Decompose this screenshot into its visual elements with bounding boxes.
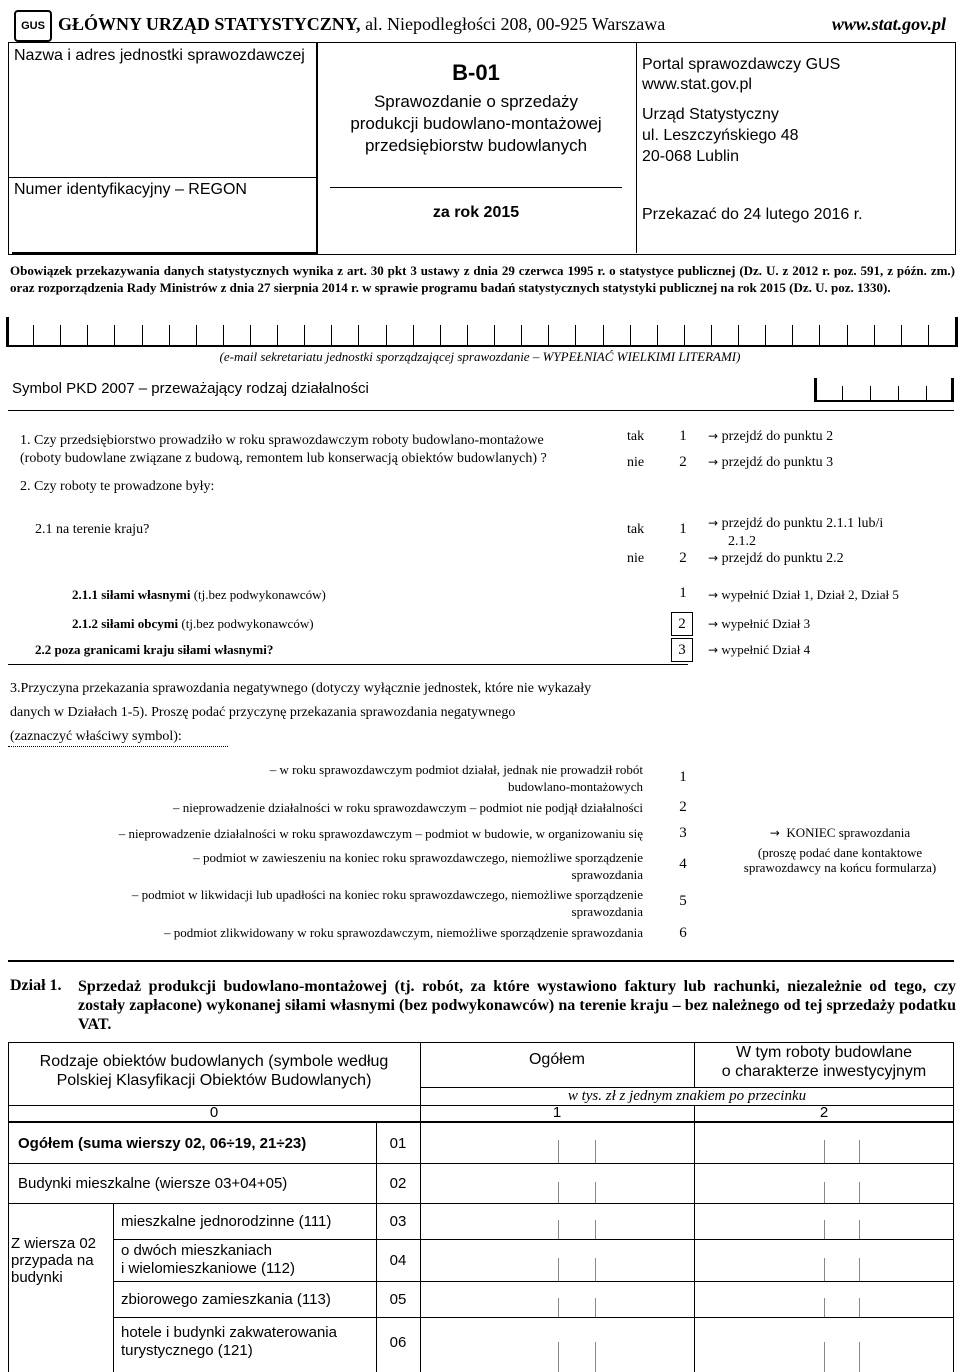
q211-code[interactable]: 1 — [679, 585, 687, 601]
group-label-line: Z wiersza 02 — [11, 1235, 97, 1252]
form-title-line: produkcji budowlano-montażowej — [350, 114, 602, 133]
reason-text: sprawozdania — [571, 867, 643, 882]
goto-text: wypełnić Dział 3 — [721, 616, 811, 631]
email-char-tick — [358, 325, 359, 346]
pkd-tick — [951, 378, 954, 401]
cell-tick — [558, 1258, 559, 1281]
goto-text: przejdź do punktu 3 — [721, 455, 834, 470]
office-name: Urząd Statystyczny — [642, 106, 779, 123]
email-char-tick — [684, 325, 685, 346]
pkd-baseline — [814, 400, 954, 402]
separator — [8, 960, 954, 962]
cell-tick — [859, 1342, 860, 1372]
cell-tick — [595, 1140, 596, 1163]
question-text: 2.1.1 siłami własnymi — [72, 587, 191, 602]
form-title — [316, 91, 636, 157]
divider — [8, 177, 316, 178]
q1-no-label: nie — [627, 455, 645, 470]
q1-yes-goto — [708, 429, 833, 445]
row-06-label — [121, 1324, 337, 1360]
header-institution — [58, 14, 665, 35]
email-char-tick — [711, 325, 712, 346]
question-2-2: 2.2 poza granicami kraju siłami własnymi? — [35, 642, 274, 657]
email-field[interactable] — [6, 317, 958, 347]
q22-code[interactable]: 3 — [671, 638, 693, 662]
separator — [8, 410, 954, 411]
pkd-tick — [814, 378, 817, 401]
cell-tick — [824, 1258, 825, 1281]
q211-goto — [708, 587, 899, 603]
separator — [8, 746, 228, 747]
email-char-tick — [575, 325, 576, 346]
end-report-note — [730, 825, 950, 875]
row-06-code: 06 — [389, 1334, 407, 1351]
row-label-line: hotele i budynki zakwaterowania — [121, 1324, 337, 1341]
col-number-1: 1 — [552, 1104, 562, 1121]
email-char-tick — [467, 325, 468, 346]
email-char-tick — [87, 325, 88, 346]
question-3-line: 3.Przyczyna przekazania sprawozdania negatywnego (dotyczy wyłącznie jednostek, które nie wykazały — [10, 681, 592, 696]
email-char-tick — [196, 325, 197, 346]
q21-no-goto — [708, 551, 844, 567]
header-website[interactable]: www.stat.gov.pl — [831, 14, 946, 34]
q1-yes-code[interactable]: 1 — [679, 428, 687, 444]
q212-code[interactable]: 2 — [671, 612, 693, 636]
row-label-line: i wielomieszkaniowe (112) — [121, 1260, 295, 1277]
regon-field[interactable] — [12, 204, 312, 248]
email-char-tick — [955, 317, 958, 346]
goto-text: wypełnić Dział 1, Dział 2, Dział 5 — [721, 587, 899, 602]
end-text: sprawozdawcy na końcu formularza) — [743, 860, 937, 875]
email-char-tick — [928, 325, 929, 346]
goto-text: wypełnić Dział 4 — [721, 642, 811, 657]
goto-text: przejdź do punktu 2.2 — [721, 551, 844, 566]
cell-tick — [859, 1182, 860, 1203]
row-02-code: 02 — [389, 1175, 407, 1192]
email-char-tick — [169, 325, 170, 346]
row-03-label: mieszkalne jednorodzinne (111) — [121, 1213, 332, 1230]
cell-tick — [595, 1182, 596, 1203]
pkd-tick — [926, 386, 927, 401]
col1-header: Ogółem — [528, 1051, 586, 1068]
form-title-line: przedsiębiorstw budowlanych — [364, 136, 588, 155]
row-01-code: 01 — [389, 1135, 407, 1152]
office-city: 20-068 Lublin — [642, 148, 739, 165]
institution-address: al. Niepodległości 208, 00-925 Warszawa — [360, 14, 666, 34]
goto-text: 2.1.2 — [728, 534, 756, 549]
question-text: 2.1.2 siłami obcymi — [72, 616, 179, 631]
question-3-line: (zaznaczyć właściwy symbol): — [10, 729, 182, 744]
email-char-tick — [6, 317, 9, 346]
recipient-info — [642, 55, 840, 95]
table-grid — [113, 1203, 114, 1372]
reason-5 — [0, 886, 643, 920]
portal-url[interactable]: www.stat.gov.pl — [642, 76, 752, 93]
email-char-tick — [548, 325, 549, 346]
email-char-tick — [60, 325, 61, 346]
cell-tick — [824, 1182, 825, 1203]
col-number-0: 0 — [209, 1104, 219, 1121]
email-char-tick — [819, 325, 820, 346]
email-char-tick — [223, 325, 224, 346]
cell-tick — [558, 1342, 559, 1372]
institution-name: GŁÓWNY URZĄD STATYSTYCZNY, — [58, 14, 361, 34]
arrow-right-icon: → — [708, 455, 719, 469]
email-char-tick — [521, 325, 522, 346]
cell-tick — [824, 1342, 825, 1372]
row-label-line: turystycznego (121) — [121, 1342, 253, 1359]
cell-tick — [824, 1140, 825, 1163]
shadow-bottom — [12, 252, 318, 255]
unit-note: w tys. zł z jednym znakiem po przecinku — [567, 1088, 807, 1104]
question-2: 2. Czy roboty te prowadzone były: — [20, 479, 215, 494]
arrow-right-icon: → — [708, 429, 719, 443]
email-char-tick — [304, 325, 305, 346]
q212-goto — [708, 616, 810, 632]
cell-tick — [859, 1140, 860, 1163]
group-label-line: budynki — [11, 1269, 63, 1286]
header-text: o charakterze inwestycyjnym — [721, 1063, 927, 1080]
respondent-name-label: Nazwa i adres jednostki sprawozdawczej — [14, 47, 305, 64]
email-char-tick — [331, 325, 332, 346]
email-char-tick — [738, 325, 739, 346]
gus-logo — [14, 10, 52, 42]
reason-6-code[interactable]: 6 — [679, 925, 687, 941]
email-char-tick — [33, 325, 34, 346]
question-3 — [10, 677, 591, 749]
group-label — [11, 1235, 96, 1286]
email-char-tick — [494, 325, 495, 346]
question-1-line: (roboty budowlane związane z budową, remontem lub konserwacją obiektów budowlanych) ? — [20, 451, 547, 466]
question-2-1-1 — [72, 587, 326, 603]
col2-header — [694, 1043, 954, 1081]
reason-3: – nieprowadzenie działalności w roku sprawozdawczym – podmiot w budowie, w organizowaniu się — [118, 826, 643, 841]
portal-name: Portal sprawozdawczy GUS — [642, 56, 841, 73]
end-text: KONIEC sprawozdania — [786, 825, 911, 840]
logo-text: GUS — [21, 20, 45, 32]
section-1-label: Dział 1. — [10, 977, 62, 994]
section-1-table — [8, 1042, 954, 1372]
question-1 — [20, 432, 547, 468]
email-char-tick — [603, 325, 604, 346]
question-3-line: danych w Działach 1-5). Proszę podać przyczynę przekazania sprawozdania negatywnego — [10, 705, 516, 720]
email-char-tick — [847, 325, 848, 346]
cell-tick — [558, 1140, 559, 1163]
legal-note: Obowiązek przekazywania danych statystycznych wynika z art. 30 pkt 3 ustawy z dnia 29 czerwca 1995 r. o statystyce publicznej (Dz. U. z 2012 r. poz. 591, z późn. zm.) oraz rozporządzenia Rady Ministrów z dnia 27 sierpnia 2014 r. w sprawie programu badań statystycznych statystyki publicznej na rok 2015 (Dz. U. poz. 1330). — [10, 263, 955, 295]
arrow-right-icon: → — [708, 617, 719, 631]
email-baseline — [6, 345, 958, 347]
goto-text: przejdź do punktu 2 — [721, 429, 834, 444]
arrow-right-icon: → — [708, 551, 719, 565]
divider — [636, 42, 637, 253]
reason-1-code[interactable]: 1 — [679, 769, 687, 785]
q21-yes-label: tak — [627, 522, 645, 537]
reason-3-code[interactable]: 3 — [679, 825, 687, 841]
end-text: (proszę podać dane kontaktowe — [757, 845, 923, 860]
reason-text: sprawozdania — [571, 904, 643, 919]
reason-5-code[interactable]: 5 — [679, 893, 687, 909]
cell-tick — [824, 1298, 825, 1317]
question-2-1-2 — [72, 616, 314, 632]
form-code: B-01 — [452, 60, 500, 85]
cell-tick — [595, 1220, 596, 1239]
header-text: Rodzaje obiektów budowlanych (symbole według — [39, 1053, 389, 1070]
q21-no-label: nie — [627, 551, 645, 566]
q21-yes-goto — [708, 514, 883, 551]
pkd-tick — [870, 386, 871, 401]
q22-goto — [708, 642, 810, 658]
arrow-right-icon: → — [708, 516, 719, 530]
reason-text: budowlano-montażowych — [507, 779, 643, 794]
reason-text: – podmiot w zawieszeniu na koniec roku sprawozdawczego, niemożliwe sporządzenie — [193, 850, 643, 865]
email-char-tick — [413, 325, 414, 346]
form-title-line: Sprawozdanie o sprzedaży — [373, 92, 579, 111]
cell-tick — [859, 1298, 860, 1317]
cell-tick — [595, 1298, 596, 1317]
reason-2-code[interactable]: 2 — [679, 799, 687, 815]
row-05-code: 05 — [389, 1291, 407, 1308]
office-street: ul. Leszczyńskiego 48 — [642, 127, 799, 144]
reason-4 — [0, 849, 643, 883]
q1-no-code[interactable]: 2 — [679, 454, 687, 470]
cell-tick — [558, 1220, 559, 1239]
separator — [8, 664, 688, 665]
row-03-code: 03 — [389, 1213, 407, 1230]
row-01-label: Ogółem (suma wierszy 02, 06÷19, 21÷23) — [18, 1135, 307, 1152]
cell-tick — [824, 1220, 825, 1239]
cell-tick — [859, 1220, 860, 1239]
q21-no-code[interactable]: 2 — [679, 550, 687, 566]
q21-yes-code[interactable]: 1 — [679, 521, 687, 537]
email-char-tick — [792, 325, 793, 346]
email-char-tick — [901, 325, 902, 346]
table-border — [8, 1042, 9, 1372]
arrow-right-icon: → — [769, 826, 780, 840]
group-label-line: przypada na — [11, 1252, 94, 1269]
email-char-tick — [657, 325, 658, 346]
reason-6: – podmiot zlikwidowany w roku sprawozdawczym, niemożliwe sporządzenie sprawozdania — [163, 925, 643, 940]
email-char-tick — [440, 325, 441, 346]
pkd-label: Symbol PKD 2007 – przeważający rodzaj działalności — [12, 380, 369, 397]
q1-no-goto — [708, 455, 833, 471]
col0-header — [8, 1052, 420, 1090]
q1-yes-label: tak — [627, 429, 645, 444]
recipient-address — [642, 104, 799, 167]
reason-4-code[interactable]: 4 — [679, 856, 687, 872]
header-text: W tym roboty budowlane — [735, 1044, 913, 1061]
report-year: za rok 2015 — [432, 204, 520, 221]
cell-tick — [595, 1258, 596, 1281]
email-char-tick — [114, 325, 115, 346]
pkd-tick — [842, 386, 843, 401]
goto-text: przejdź do punktu 2.1.1 lub/i — [721, 516, 884, 531]
question-1-line: 1. Czy przedsiębiorstwo prowadziło w roku sprawozdawczym roboty budowlano-montażowe — [20, 433, 544, 448]
row-05-label: zbiorowego zamieszkania (113) — [121, 1291, 331, 1308]
row-04-code: 04 — [389, 1252, 407, 1269]
email-caption: (e-mail sekretariatu jednostki sporządzającej sprawozdanie – WYPEŁNIAĆ WIELKIMI LITERAMI) — [219, 349, 741, 364]
email-char-tick — [277, 325, 278, 346]
row-label-line: o dwóch mieszkaniach — [121, 1242, 272, 1259]
header-text: Polskiej Klasyfikacji Obiektów Budowlanych) — [56, 1072, 372, 1089]
email-char-tick — [874, 325, 875, 346]
cell-tick — [558, 1182, 559, 1203]
pkd-field[interactable] — [814, 378, 954, 402]
deadline: Przekazać do 24 lutego 2016 r. — [642, 206, 863, 223]
respondent-name-field[interactable] — [12, 72, 312, 172]
reason-text: – w roku sprawozdawczym podmiot działał, jednak nie prowadził robót — [269, 762, 643, 777]
regon-label: Numer identyfikacyjny – REGON — [14, 181, 247, 198]
year-line — [330, 187, 622, 188]
row-04-label — [121, 1242, 295, 1278]
question-2-1: 2.1 na terenie kraju? — [35, 522, 150, 537]
email-char-tick — [250, 325, 251, 346]
question-note: (tj.bez podwykonawców) — [190, 587, 326, 602]
pkd-tick — [898, 386, 899, 401]
email-char-tick — [630, 325, 631, 346]
email-char-tick — [765, 325, 766, 346]
cell-tick — [859, 1258, 860, 1281]
col-number-2: 2 — [819, 1104, 829, 1121]
email-char-tick — [386, 325, 387, 346]
email-char-tick — [142, 325, 143, 346]
section-1-title: Sprzedaż produkcji budowlano-montażowej (tj. robót, za które wystawiono faktury lub rachunki, niezależnie od tego, czy zostały zapłacone) wykonanej siłami własnymi (bez podwykonawców) na terenie kraju – bez należnego od tej sprzedaży podatku VAT. — [78, 978, 956, 1033]
arrow-right-icon: → — [708, 643, 719, 657]
cell-tick — [558, 1298, 559, 1317]
reason-2: – nieprowadzenie działalności w roku sprawozdawczym – podmiot nie podjął działalności — [172, 800, 643, 815]
row-02-label: Budynki mieszkalne (wiersze 03+04+05) — [18, 1175, 288, 1192]
arrow-right-icon: → — [708, 588, 719, 602]
question-note: (tj.bez podwykonawców) — [178, 616, 314, 631]
reason-1 — [0, 761, 643, 795]
reason-text: – podmiot w likwidacji lub upadłości na koniec roku sprawozdawczego, niemożliwe sporządzenie — [131, 887, 643, 902]
cell-tick — [595, 1342, 596, 1372]
